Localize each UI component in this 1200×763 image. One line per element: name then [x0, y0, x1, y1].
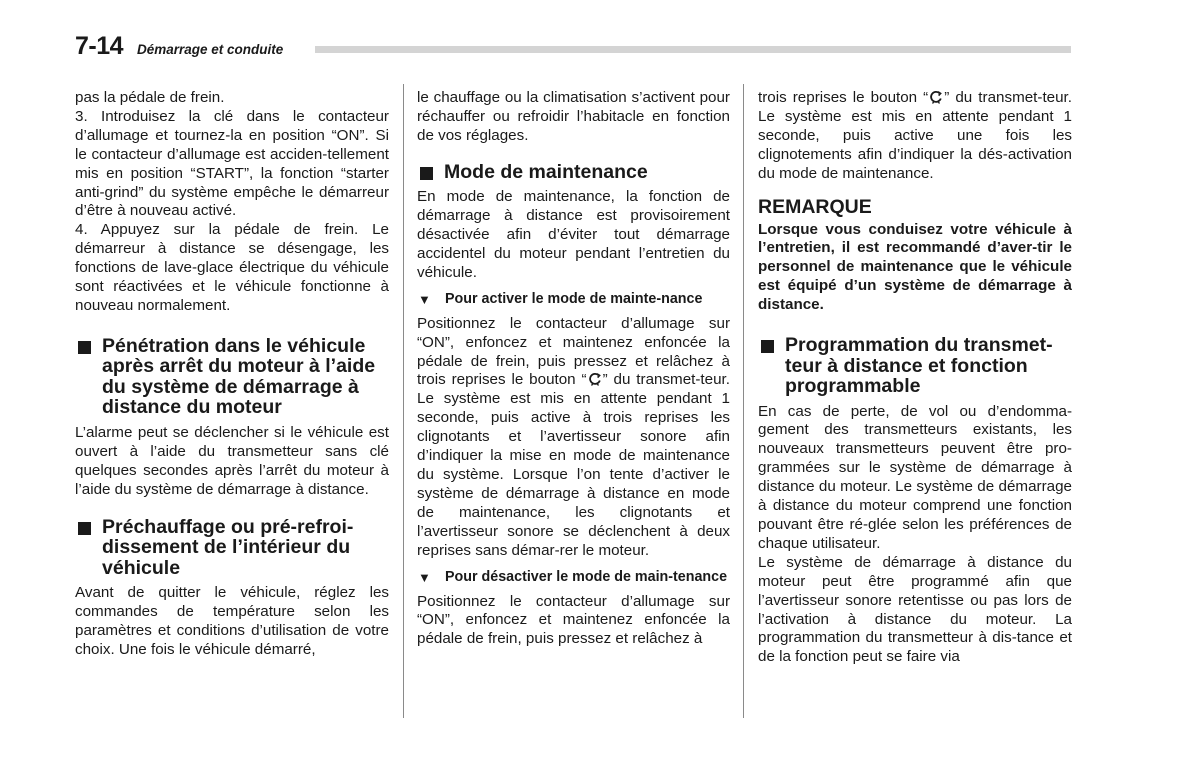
heading-text: Mode de maintenance [444, 160, 648, 183]
paragraph: 3. Introduisez la clé dans le contacteur d’allumage et tournez-la en position “ON”. Si le contacteur d’allumage est acciden-tellement mis en position “START”, la fonction “starter anti-grind” du système empêche le démarreur d’être à nouveau activé. [75, 107, 389, 220]
paragraph: le chauffage ou la climatisation s’activent pour réchauffer ou refroidir l’habitacle en fonction de vos réglages. [417, 89, 730, 144]
heading-text: Préchauffage ou pré-refroi-dissement de l’intérieur du véhicule [102, 515, 354, 579]
section-heading [758, 335, 1072, 397]
paragraph [758, 89, 1072, 184]
sub-heading-text: Pour désactiver le mode de main-tenance [445, 568, 728, 585]
triangle-bullet-icon: ▼ [418, 569, 431, 585]
paragraph: En mode de maintenance, la fonction de démarrage à distance est provisoirement désactivée afin d’éviter tout démarrage accidentel du moteur pendant l’entretien du véhicule. [417, 188, 730, 281]
section-heading [417, 162, 730, 183]
header-rule [315, 46, 1071, 53]
remark-text: Lorsque vous conduisez votre véhicule à l’entretien, il est recommandé d’aver-tir le personnel de maintenance que le véhicule est équipé d’un système de démarrage à distance. [758, 220, 1072, 314]
section-heading [75, 517, 389, 579]
column-2 [417, 89, 730, 649]
section-title: Démarrage et conduite [137, 42, 284, 57]
sub-heading [417, 568, 730, 587]
page-header [75, 32, 1071, 60]
square-bullet-icon [78, 522, 91, 535]
paragraph: 4. Appuyez sur la pédale de frein. Le démarreur à distance se désengage, les fonctions de lave-glace électrique du véhicule sont réactivées et le véhicule fonctionne à nouveau normalement. [75, 221, 389, 314]
page-number: 7-14 [75, 32, 124, 60]
column-divider [743, 84, 744, 718]
square-bullet-icon [420, 167, 433, 180]
text-span: ” du transmet-teur. Le système est mis en attente pendant 1 seconde, puis active à trois reprises les clignotants et l’avertisseur sonore afin d’indiquer la mise en mode de maintenance du système. Lorsque l’on tente d’activer le système de démarrage à distance en mode de maintenance, les clignotants et l’avertisseur sonore se déclenchent à deux reprises sans démar-rer le moteur. [417, 371, 730, 559]
text-span: trois reprises le bouton “ [758, 89, 929, 106]
paragraph: Avant de quitter le véhicule, réglez les commandes de température selon les paramètres et conditions d’utilisation de votre choix. Une fois le véhicule démarré, [75, 584, 389, 658]
remote-start-icon [588, 372, 602, 386]
paragraph: L’alarme peut se déclencher si le véhicule est ouvert à l’aide du transmetteur sans clé quelques secondes après l’arrêt du moteur à l’aide du système de démarrage à distance. [75, 423, 389, 498]
section-heading [75, 336, 389, 418]
remote-start-icon [929, 90, 943, 104]
paragraph: Le système de démarrage à distance du moteur peut être programmé afin que l’avertisseur sonore retentisse ou pas lors de l’activation à distance du moteur. La programmation du transmetteur à dis-tance et de la fonction peut se faire via [758, 553, 1072, 666]
text-span: ” du transmet-teur. Le système est mis en attente pendant 1 seconde, puis active une fois les clignotements afin d’indiquer la dés-activation du mode de maintenance. [758, 89, 1072, 182]
paragraph [417, 315, 730, 561]
heading-text: Pénétration dans le véhicule après arrêt du moteur à l’aide du système de démarrage à distance du moteur [102, 334, 376, 419]
remark-title: REMARQUE [758, 195, 872, 218]
paragraph: En cas de perte, de vol ou d’endomma-gement des transmetteurs existants, les nouveaux transmetteurs peuvent être pro-grammées sur le système de démarrage à distance du moteur. Le système de démarrage à distance du moteur comprend une fonction pouvant être ré-glée selon les préférences de chaque utilisateur. [758, 402, 1072, 552]
square-bullet-icon [78, 341, 91, 354]
column-divider [403, 84, 404, 718]
square-bullet-icon [761, 340, 774, 353]
triangle-bullet-icon: ▼ [418, 291, 431, 307]
sub-heading [417, 290, 730, 309]
column-3 [758, 89, 1072, 667]
column-1 [75, 89, 389, 660]
paragraph: pas la pédale de frein. [75, 89, 225, 106]
text-span: Positionnez le contacteur d’allumage sur “ON”, enfoncez et maintenez enfoncée la pédale de frein, puis pressez et relâchez à trois reprises le bouton “ [417, 314, 730, 389]
heading-text: Programmation du transmet-teur à distance et fonction programmable [785, 334, 1053, 398]
paragraph: Positionnez le contacteur d’allumage sur “ON”, enfoncez et maintenez enfoncée la pédale de frein, puis pressez et relâchez à [417, 592, 730, 648]
sub-heading-text: Pour activer le mode de mainte-nance [445, 290, 703, 307]
